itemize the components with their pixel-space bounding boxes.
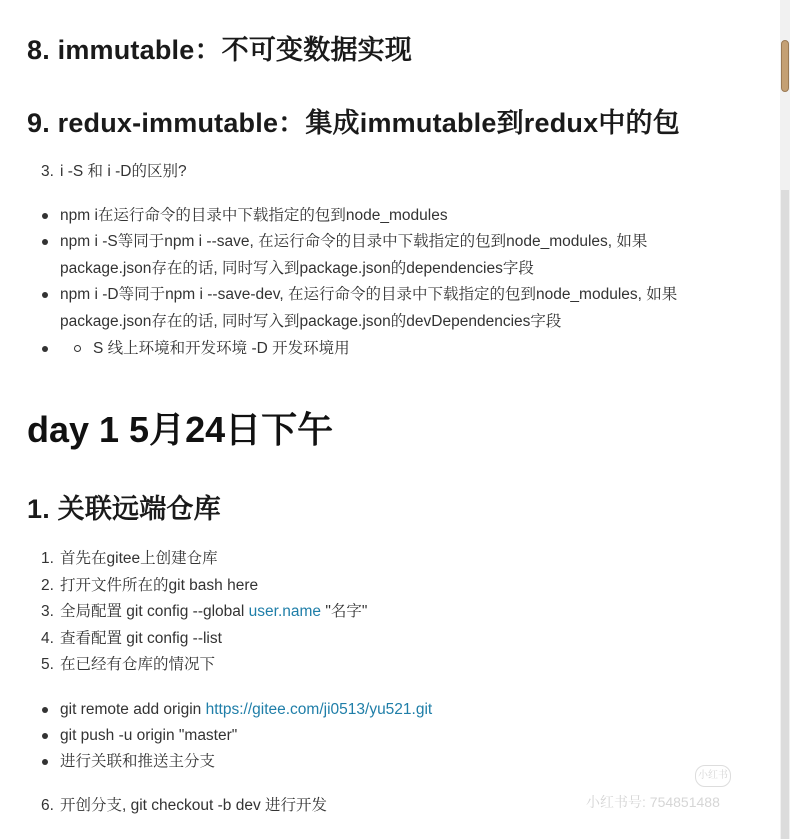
- step-text: 首先在gitee上创建仓库: [60, 550, 218, 567]
- step-number: 4.: [41, 630, 54, 647]
- step-text: 打开文件所在的git bash here: [60, 577, 259, 594]
- step-number: 3.: [41, 603, 54, 620]
- remote-prefix: git remote add origin: [60, 701, 206, 718]
- scrollbar-thumb[interactable]: [781, 40, 789, 92]
- q3-number: 3.: [41, 163, 54, 180]
- step-text-before: 全局配置 git config --global: [60, 603, 249, 620]
- list-item: npm i -S等同于npm i --save, 在运行命令的目录中下载指定的包到node_modules, 如果: [60, 233, 648, 250]
- list-item-continued: package.json存在的话, 同时写入到package.json的devDependencies字段: [60, 313, 562, 330]
- sub-bullet-circle: [74, 345, 81, 352]
- step-number: 5.: [41, 656, 54, 673]
- step-text: 开创分支, git checkout -b dev 进行开发: [60, 797, 328, 814]
- step-text: 查看配置 git config --list: [60, 630, 222, 647]
- step-number: 6.: [41, 797, 54, 814]
- scrollbar-rail: [781, 190, 789, 839]
- step-text: [60, 602, 367, 622]
- heading-immutable: 8. immutable：不可变数据实现: [27, 35, 413, 65]
- list-item: 进行关联和推送主分支: [60, 753, 216, 770]
- list-item: [60, 700, 432, 720]
- bullet-dot: [42, 759, 48, 765]
- bullet-dot: [42, 292, 48, 298]
- q3-text: i -S 和 i -D的区别?: [60, 163, 187, 180]
- heading-remote-repo: 1. 关联远端仓库: [27, 494, 221, 524]
- user-name-link[interactable]: user.name: [248, 603, 322, 620]
- watermark-logo: 小红书: [695, 765, 731, 787]
- heading-day: day 1 5月24日下午: [27, 409, 334, 450]
- step-text: 在已经有仓库的情况下: [60, 656, 216, 673]
- step-number: 2.: [41, 577, 54, 594]
- watermark-text: 小红书号: 7548514​88: [586, 794, 720, 810]
- bullet-dot: [42, 213, 48, 219]
- step-number: 1.: [41, 550, 54, 567]
- bullet-dot: [42, 346, 48, 352]
- bullet-dot: [42, 707, 48, 713]
- list-item: npm i在运行命令的目录中下载指定的包到node_modules: [60, 207, 448, 224]
- gitee-repo-link[interactable]: https://gitee.com/ji0513/yu521.git: [205, 701, 433, 718]
- list-item: git push -u origin "master": [60, 727, 238, 744]
- list-item-nested: S 线上环境和开发环境 -D 开发环境用: [93, 340, 350, 357]
- step-text-after: "名字": [321, 603, 368, 620]
- bullet-dot: [42, 239, 48, 245]
- bullet-dot: [42, 733, 48, 739]
- list-item-continued: package.json存在的话, 同时写入到package.json的dependencies字段: [60, 260, 534, 277]
- list-item: npm i -D等同于npm i --save-dev, 在运行命令的目录中下载指定的包到node_modules, 如果: [60, 286, 678, 303]
- heading-redux-immutable: 9. redux-immutable：集成immutable到redux中的包: [27, 108, 680, 138]
